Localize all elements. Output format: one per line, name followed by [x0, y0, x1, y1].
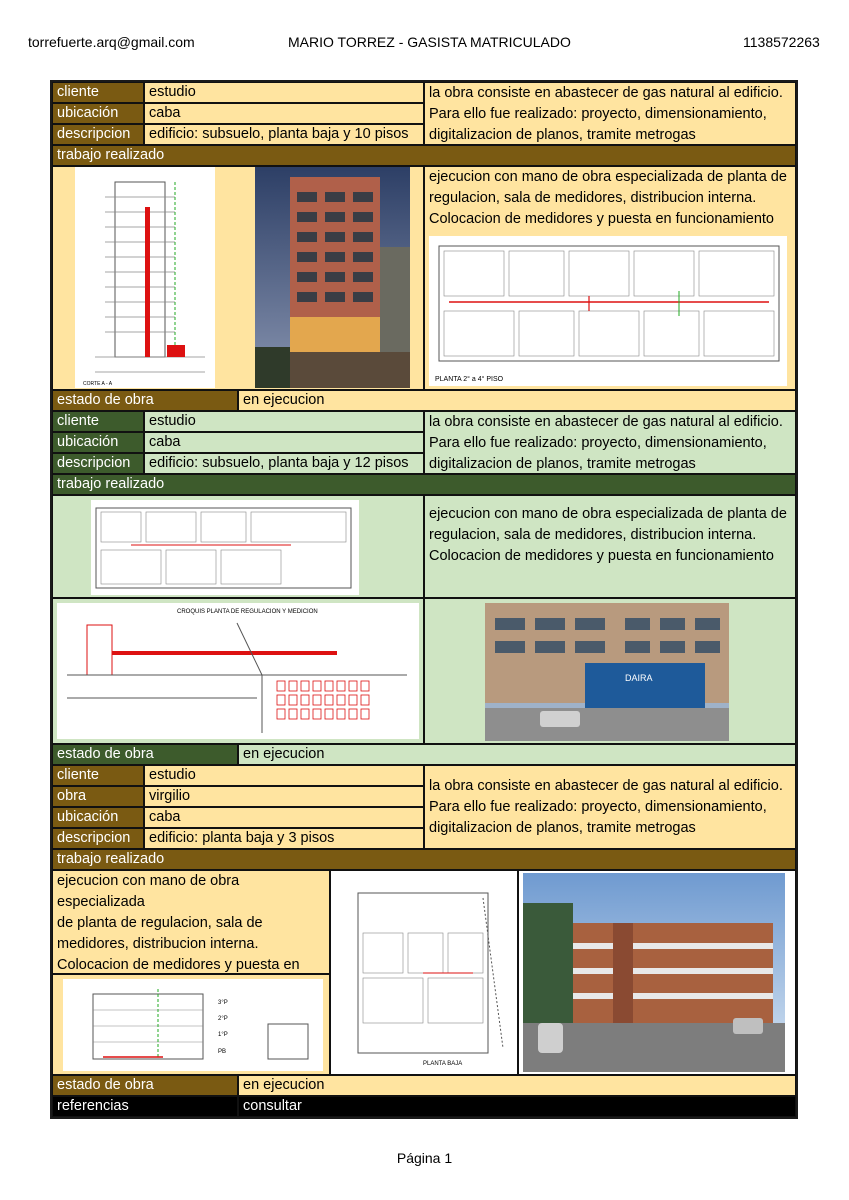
building-photo [255, 167, 410, 388]
project-sheet [50, 80, 798, 1119]
regulation-scheme-image [57, 603, 419, 739]
value-ubicacion: caba [144, 807, 424, 828]
render-panel [518, 870, 796, 1075]
references-label: referencias [52, 1096, 238, 1117]
work-line: ejecucion con mano de obra especializada de planta de [429, 169, 787, 185]
summary-line: Para ello fue realizado: proyecto, dimensionamiento, [429, 435, 767, 451]
value-obra: virgilio [144, 786, 424, 807]
status-label: estado de obra [52, 744, 238, 765]
work-panel [424, 166, 796, 390]
work-line: de planta de regulacion, sala de [57, 915, 263, 931]
elevation-image [63, 979, 323, 1071]
label-descripcion: descripcion [52, 124, 144, 145]
summary-line: digitalizacion de planos, tramite metrogas [429, 820, 696, 836]
work-panel [52, 870, 330, 974]
work-line: ejecucion con mano de obra especializada de planta de [429, 506, 787, 522]
status-label: estado de obra [52, 1075, 238, 1096]
value-cliente: estudio [144, 411, 424, 432]
summary-line: digitalizacion de planos, tramite metrogas [429, 456, 696, 472]
section-drawing [75, 167, 215, 388]
work-line: regulacion, sala de medidores, distribucion interna. [429, 527, 757, 543]
corner-building-photo-art [485, 603, 729, 741]
status-value: en ejecucion [238, 390, 796, 411]
value-descripcion: edificio: subsuelo, planta baja y 12 pisos [144, 453, 424, 474]
scheme-caption: CROQUIS PLANTA DE REGULACION Y MEDICION [177, 609, 318, 615]
ground-floor-image [333, 873, 515, 1072]
header-title: MARIO TORREZ - GASISTA MATRICULADO [288, 34, 571, 50]
page-number: Página 1 [396, 1150, 453, 1166]
floor-label: 1°P [218, 1032, 228, 1038]
value-ubicacion: caba [144, 103, 424, 124]
work-header: trabajo realizado [52, 145, 796, 166]
work-line: Colocacion de medidores y puesta en funcionamiento [429, 211, 774, 227]
floor-label: PB [218, 1049, 227, 1055]
status-label: estado de obra [52, 390, 238, 411]
label-descripcion: descripcion [52, 828, 144, 849]
value-descripcion: edificio: planta baja y 3 pisos [144, 828, 424, 849]
corner-building-photo [485, 603, 729, 741]
floor-label: 2°P [218, 1016, 228, 1022]
building-photo-art [255, 167, 410, 388]
ground-floor-caption: PLANTA BAJA [423, 1061, 463, 1067]
ground-plan-drawing [91, 500, 359, 595]
work-line: regulacion, sala de medidores, distribucion interna. [429, 190, 757, 206]
work-line: ejecucion con mano de obra especializada [57, 873, 240, 910]
summary-line: la obra consiste en abastecer de gas natural al edificio. [429, 414, 783, 430]
work-line: Colocacion de medidores y puesta en [57, 957, 300, 973]
summary-line: la obra consiste en abastecer de gas natural al edificio. [429, 85, 783, 101]
work-panel [424, 495, 796, 598]
label-obra: obra [52, 786, 144, 807]
references-value: consultar [238, 1096, 796, 1117]
regulation-scheme-drawing [57, 603, 419, 739]
floor-plan-image [429, 236, 787, 386]
label-cliente: cliente [52, 82, 144, 103]
label-cliente: cliente [52, 411, 144, 432]
status-value: en ejecucion [238, 744, 796, 765]
floor-plan-drawing [429, 236, 787, 386]
summary-line: digitalizacion de planos, tramite metrogas [429, 127, 696, 143]
value-ubicacion: caba [144, 432, 424, 453]
photo-panel [424, 598, 796, 744]
project-summary [424, 82, 796, 145]
project-summary [424, 411, 796, 474]
status-value: en ejecucion [238, 1075, 796, 1096]
value-cliente: estudio [144, 765, 424, 786]
section-caption: CORTE A - A [83, 381, 113, 387]
label-ubicacion: ubicación [52, 103, 144, 124]
project-summary [424, 765, 796, 849]
value-cliente: estudio [144, 82, 424, 103]
ground-plan-image [91, 500, 359, 595]
building-render-art [523, 873, 785, 1072]
scheme-panel [52, 598, 424, 744]
images-panel [52, 166, 424, 390]
work-header: trabajo realizado [52, 474, 796, 495]
work-line: Colocacion de medidores y puesta en funcionamiento [429, 548, 774, 564]
elevation-panel [52, 974, 330, 1075]
summary-line: Para ello fue realizado: proyecto, dimensionamiento, [429, 799, 767, 815]
elevation-drawing [63, 979, 323, 1071]
work-line: medidores, distribucion interna. [57, 936, 259, 952]
header-phone: 1138572263 [743, 34, 820, 50]
store-sign: DAIRA [625, 673, 653, 683]
value-descripcion: edificio: subsuelo, planta baja y 10 pisos [144, 124, 424, 145]
label-cliente: cliente [52, 765, 144, 786]
label-ubicacion: ubicación [52, 807, 144, 828]
plan-caption: PLANTA 2° a 4° PISO [435, 376, 504, 383]
building-render-photo [523, 873, 785, 1072]
label-descripcion: descripcion [52, 453, 144, 474]
floor-label: 3°P [218, 1000, 228, 1006]
summary-line: la obra consiste en abastecer de gas natural al edificio. [429, 778, 783, 794]
ground-floor-panel [330, 870, 518, 1075]
label-ubicacion: ubicación [52, 432, 144, 453]
ground-floor-drawing [333, 873, 515, 1072]
section-drawing-image [75, 167, 215, 388]
header-email: torrefuerte.arq@gmail.com [28, 34, 195, 50]
summary-line: Para ello fue realizado: proyecto, dimensionamiento, [429, 106, 767, 122]
plan-panel [52, 495, 424, 598]
work-header: trabajo realizado [52, 849, 796, 870]
